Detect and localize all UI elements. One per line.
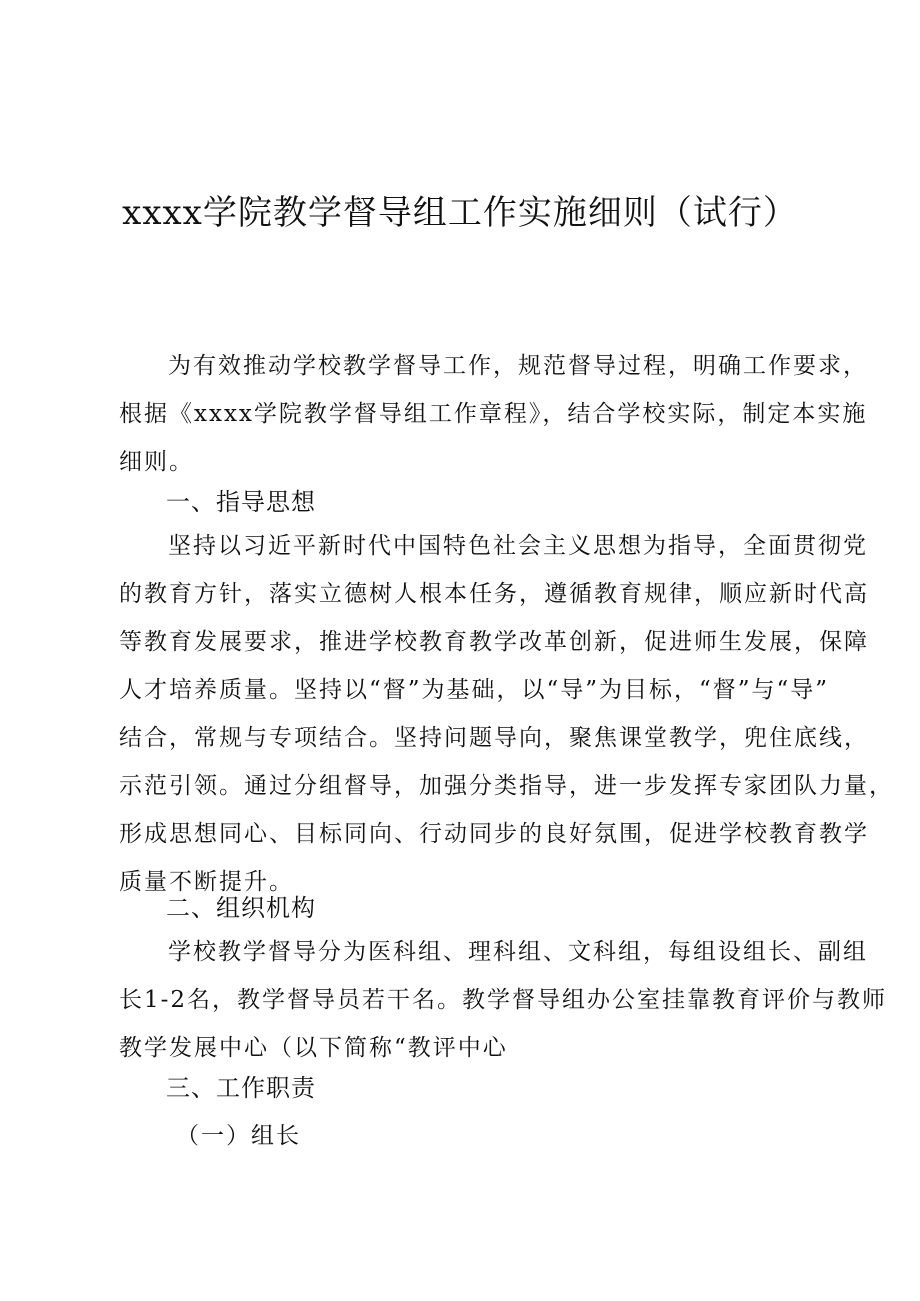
intro-line: 为有效推动学校教学督导工作，规范督导过程，明确工作要求， (168, 353, 868, 379)
section-heading-2: 二、组织机构 (166, 894, 316, 922)
section1-line: 结合，常规与专项结合。坚持问题导向，聚焦课堂教学，兜住底线， (119, 725, 869, 751)
section1-line: 形成思想同心、目标同向、行动同步的良好氛围，促进学校教育教学 (119, 821, 869, 847)
section2-line: 教学发展中心（以下简称“教评中心 (119, 1035, 508, 1061)
section1-line: 质量不断提升。 (119, 869, 294, 895)
section1-line: 示范引领。通过分组督导，加强分类指导，进一步发挥专家团队力量， (119, 773, 894, 799)
section2-line: 学校教学督导分为医科组、理科组、文科组，每组设组长、副组 (168, 939, 868, 965)
intro-line: 细则。 (119, 449, 194, 475)
intro-line: 根据《xxxx学院教学督导组工作章程》，结合学校实际，制定本实施 (119, 401, 868, 427)
section1-line: 坚持以习近平新时代中国特色社会主义思想为指导，全面贯彻党 (168, 533, 868, 559)
section1-line: 人才培养质量。坚持以“督”为基础，以“导”为目标，“督”与“导” (119, 677, 830, 703)
section1-paragraph (119, 522, 894, 906)
section-heading-3: 三、工作职责 (166, 1074, 316, 1102)
section2-paragraph (119, 928, 888, 1072)
intro-paragraph (119, 342, 868, 486)
section1-line: 等教育发展要求，推进学校教育教学改革创新，促进师生发展，保障 (119, 629, 869, 655)
section2-line: 长1-2名，教学督导员若干名。教学督导组办公室挂靠教育评价与教师 (119, 987, 888, 1013)
section1-line: 的教育方针，落实立德树人根本任务，遵循教育规律，顺应新时代高 (119, 581, 869, 607)
subsection-heading-1: （一）组长 (176, 1123, 301, 1149)
section-heading-1: 一、指导思想 (166, 488, 316, 516)
document-title: xxxx学院教学督导组工作实施细则（试行） (122, 193, 798, 233)
